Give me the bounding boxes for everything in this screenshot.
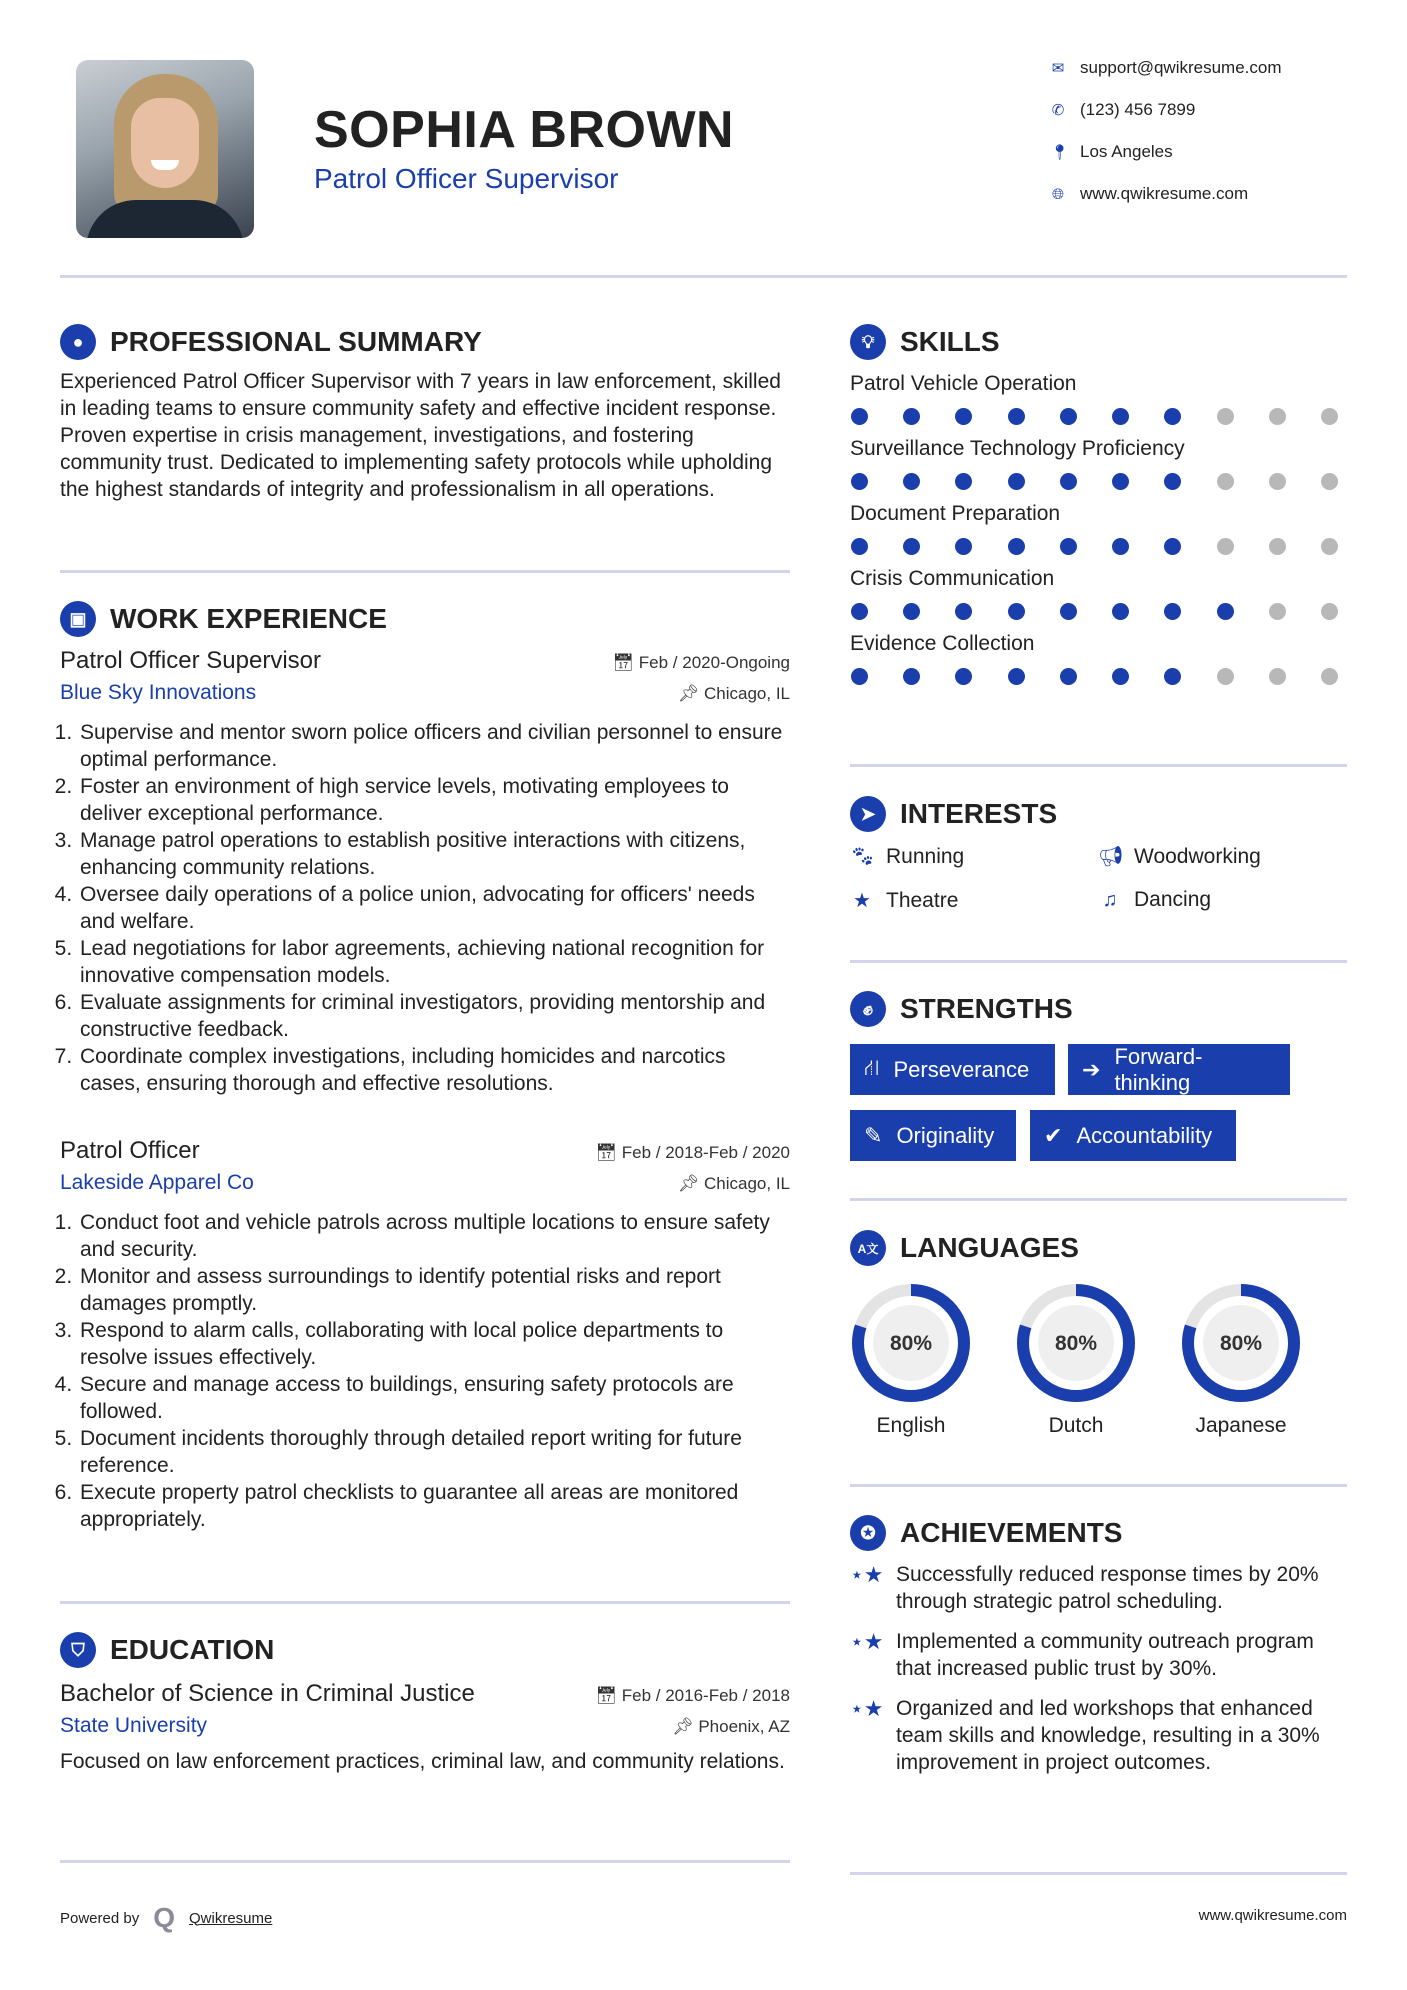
job-company: Blue Sky Innovations	[60, 681, 257, 704]
skill-rating	[850, 603, 1338, 620]
rating-dot	[1060, 473, 1077, 490]
globe-icon: 🌐︎	[1051, 185, 1064, 203]
achievement-item: ⋆★ Organized and led workshops that enhanced team skills and knowledge, resulting in a 30% improvement in project outcomes.	[850, 1696, 1320, 1774]
divider	[850, 1484, 1347, 1487]
pin-icon: 📌︎	[677, 1174, 700, 1193]
bullet-item: 7. Coordinate complex investigations, including homicides and narcotics cases, ensuring thorough and effective resolutions.	[78, 1043, 790, 1097]
section-heading: ACHIEVEMENTS	[900, 1517, 1123, 1548]
language-ring	[850, 1282, 972, 1404]
skill-rating	[850, 668, 1338, 685]
job-entry	[60, 647, 790, 1097]
rating-dot	[1112, 473, 1129, 490]
job-bullets	[60, 1209, 790, 1533]
contact-email[interactable]: ✉ support@qwikresume.com	[1051, 58, 1282, 77]
language-item	[1180, 1282, 1302, 1438]
language-name: Japanese	[1195, 1414, 1287, 1437]
strength-tag: ⛙ Perseverance	[850, 1044, 1055, 1095]
education-dates: 📅︎ Feb / 2016-Feb / 2018	[595, 1686, 790, 1705]
rating-dot	[851, 473, 868, 490]
skill-name: Surveillance Technology Proficiency	[850, 437, 1185, 460]
envelope-icon: ✉	[1051, 60, 1065, 77]
pin-icon: 📌︎	[677, 684, 700, 703]
rating-dot	[851, 538, 868, 555]
calendar-icon: 📅︎	[612, 653, 635, 672]
phone-icon: ✆	[1051, 102, 1065, 119]
rating-dot	[1164, 538, 1181, 555]
candidate-title: Patrol Officer Supervisor	[314, 163, 619, 194]
skill-name: Document Preparation	[850, 502, 1061, 525]
rating-dot	[903, 538, 920, 555]
bullet-item: 1. Supervise and mentor sworn police officers and civilian personnel to ensure optimal performance.	[78, 719, 790, 773]
divider	[850, 1872, 1347, 1875]
contact-location: 📍︎ Los Angeles	[1050, 142, 1173, 161]
rating-dot	[1217, 603, 1234, 620]
divider	[850, 960, 1347, 963]
strength-tag: ✔ Accountability	[1030, 1110, 1236, 1161]
rating-dot	[955, 408, 972, 425]
rating-dot	[1060, 538, 1077, 555]
bullet-item: 3. Manage patrol operations to establish positive interactions with citizens, enhancing community relations.	[78, 827, 790, 881]
achievement-item: ⋆★ Implemented a community outreach program that increased public trust by 30%.	[850, 1629, 1314, 1680]
rating-dot	[1217, 473, 1234, 490]
header-divider	[60, 275, 1347, 278]
strengths-section	[850, 991, 1347, 1171]
rating-dot	[1217, 538, 1234, 555]
language-percent: 80%	[889, 1332, 933, 1355]
star-badge-icon: ⋆★	[850, 1696, 884, 1721]
arrow-right-icon: ➔	[1082, 1056, 1101, 1082]
divider	[60, 1601, 790, 1604]
rating-dot	[1269, 408, 1286, 425]
divider	[850, 1198, 1347, 1201]
language-percent: 80%	[1054, 1332, 1098, 1355]
check-circle-icon: ✔	[1044, 1122, 1063, 1148]
experience-section	[60, 601, 790, 1533]
rating-dot	[955, 473, 972, 490]
strength-tag: ✎ Originality	[850, 1110, 1016, 1161]
rating-dot	[1321, 408, 1338, 425]
section-heading: INTERESTS	[900, 798, 1058, 829]
job-role: Patrol Officer Supervisor	[60, 647, 321, 674]
contact-phone[interactable]: ✆ (123) 456 7899	[1051, 100, 1196, 119]
section-heading: STRENGTHS	[900, 993, 1073, 1024]
job-dates: 📅︎ Feb / 2020-Ongoing	[612, 653, 790, 672]
rating-dot	[1321, 603, 1338, 620]
education-section	[60, 1632, 790, 1775]
rating-dot	[1060, 668, 1077, 685]
rating-dot	[1321, 473, 1338, 490]
divider	[60, 570, 790, 573]
strength-tag: ➔ Forward-thinking	[1068, 1044, 1290, 1095]
school: State University	[60, 1714, 208, 1737]
bullet-item: 2. Monitor and assess surroundings to identify potential risks and report damages promptly.	[78, 1263, 790, 1317]
rating-dot	[1112, 538, 1129, 555]
skill-item	[850, 372, 1347, 425]
profile-photo	[76, 60, 254, 238]
bullet-item: 5. Lead negotiations for labor agreements, achieving national recognition for innovative compensation models.	[78, 935, 790, 989]
skill-item	[850, 632, 1347, 685]
bullet-item: 2. Foster an environment of high service levels, motivating employees to deliver exceptional performance.	[78, 773, 790, 827]
pencil-icon: ✎	[864, 1122, 883, 1148]
qwikresume-logo-icon: Q	[153, 1902, 175, 1933]
bullet-item: 4. Secure and manage access to buildings, ensuring safety protocols are followed.	[78, 1371, 790, 1425]
footer-website[interactable]: www.qwikresume.com	[1198, 1907, 1347, 1924]
language-name: Dutch	[1048, 1414, 1104, 1437]
rating-dot	[1269, 538, 1286, 555]
rating-dot	[1060, 603, 1077, 620]
fist-icon: ✊︎	[850, 991, 886, 1027]
language-ring	[1180, 1282, 1302, 1404]
bullet-item: 5. Document incidents thoroughly through detailed report writing for future reference.	[78, 1425, 790, 1479]
rating-dot	[1008, 473, 1025, 490]
rating-dot	[1008, 408, 1025, 425]
briefcase-icon: ▣	[60, 601, 96, 637]
graduation-icon: ⛉	[60, 1632, 96, 1668]
skill-item	[850, 437, 1347, 490]
skill-rating	[850, 473, 1338, 490]
rating-dot	[1164, 473, 1181, 490]
rating-dot	[955, 668, 972, 685]
star-badge-icon: ⋆★	[850, 1562, 884, 1587]
music-note-icon: ♫	[1102, 888, 1118, 911]
language-item	[1015, 1282, 1137, 1438]
interests-section	[850, 796, 1347, 926]
powered-by: Powered by Q Qwikresume	[60, 1902, 273, 1933]
translate-icon: A文	[850, 1230, 886, 1266]
lightbulb-icon: 💡︎	[850, 324, 886, 360]
rating-dot	[1269, 668, 1286, 685]
skill-name: Evidence Collection	[850, 632, 1035, 655]
interest-item: 🐾︎ Running	[850, 844, 965, 868]
rating-dot	[903, 408, 920, 425]
bullhorn-icon: 📢︎	[1098, 846, 1124, 868]
skill-rating	[850, 538, 1338, 555]
achievement-item: ⋆★ Successfully reduced response times by 20% through strategic patrol scheduling.	[850, 1562, 1319, 1613]
job-entry	[60, 1137, 790, 1533]
skill-rating	[850, 408, 1338, 425]
rating-dot	[1164, 408, 1181, 425]
rating-dot	[955, 538, 972, 555]
skill-item	[850, 567, 1347, 620]
section-heading: SKILLS	[900, 326, 1000, 357]
rating-dot	[851, 408, 868, 425]
rating-dot	[1008, 538, 1025, 555]
award-icon: ✪	[850, 1515, 886, 1551]
rating-dot	[1008, 668, 1025, 685]
interest-item: 📢︎ Woodworking	[1098, 844, 1261, 868]
language-ring	[1015, 1282, 1137, 1404]
divider	[60, 1860, 790, 1863]
bullet-item: 1. Conduct foot and vehicle patrols across multiple locations to ensure safety and security.	[78, 1209, 790, 1263]
job-dates: 📅︎ Feb / 2018-Feb / 2020	[595, 1143, 790, 1162]
achievements-section	[850, 1515, 1347, 1789]
job-company: Lakeside Apparel Co	[60, 1171, 254, 1194]
rating-dot	[851, 603, 868, 620]
calendar-icon: 📅︎	[595, 1143, 618, 1162]
language-name: English	[876, 1414, 946, 1437]
paper-plane-icon: ➤	[850, 796, 886, 832]
road-icon: ⛙	[864, 1055, 880, 1080]
job-bullets	[60, 719, 790, 1097]
bullet-item: 6. Execute property patrol checklists to guarantee all areas are monitored appropriately.	[78, 1479, 790, 1533]
rating-dot	[903, 473, 920, 490]
section-heading: PROFESSIONAL SUMMARY	[110, 326, 482, 357]
skill-item	[850, 502, 1347, 555]
job-role: Patrol Officer	[60, 1137, 200, 1164]
section-heading: LANGUAGES	[900, 1232, 1079, 1263]
rating-dot	[1321, 668, 1338, 685]
degree: Bachelor of Science in Criminal Justice	[60, 1680, 475, 1707]
user-icon: ●	[60, 324, 96, 360]
job-location: 📌︎ Chicago, IL	[677, 684, 790, 703]
job-location: 📌︎ Chicago, IL	[677, 1174, 790, 1193]
rating-dot	[1164, 603, 1181, 620]
rating-dot	[1112, 408, 1129, 425]
rating-dot	[903, 668, 920, 685]
skills-section	[850, 324, 1347, 685]
bullet-item: 3. Respond to alarm calls, collaborating with local police departments to resolve issues effectively.	[78, 1317, 790, 1371]
summary-text: Experienced Patrol Officer Supervisor with 7 years in law enforcement, skilled in leading teams to ensure community safety and effective incident response. Proven expertise in crisis management, investigations, and fostering community trust. Dedicated to implementing safety protocols while upholding the highest standards of integrity and professionalism in all operations.	[60, 370, 781, 501]
rating-dot	[1164, 668, 1181, 685]
rating-dot	[1060, 408, 1077, 425]
education-location: 📌︎ Phoenix, AZ	[672, 1717, 790, 1736]
star-icon: ★	[853, 890, 871, 912]
languages-section	[850, 1230, 1347, 1460]
brand-link[interactable]: Qwikresume	[189, 1909, 273, 1927]
rating-dot	[1008, 603, 1025, 620]
rating-dot	[1321, 538, 1338, 555]
paw-icon: 🐾︎	[850, 846, 876, 868]
language-item	[850, 1282, 972, 1438]
rating-dot	[1217, 408, 1234, 425]
language-percent: 80%	[1219, 1332, 1263, 1355]
bullet-item: 6. Evaluate assignments for criminal investigators, providing mentorship and constructive feedback.	[78, 989, 790, 1043]
summary-section	[60, 324, 790, 503]
divider	[850, 764, 1347, 767]
skill-name: Patrol Vehicle Operation	[850, 372, 1077, 395]
star-badge-icon: ⋆★	[850, 1629, 884, 1654]
rating-dot	[1269, 603, 1286, 620]
interest-item: ★ Theatre	[850, 888, 958, 913]
skill-name: Crisis Communication	[850, 567, 1055, 590]
rating-dot	[1217, 668, 1234, 685]
rating-dot	[851, 668, 868, 685]
rating-dot	[955, 603, 972, 620]
location-pin-icon: 📍︎	[1050, 144, 1070, 161]
rating-dot	[1112, 668, 1129, 685]
contact-website[interactable]: 🌐︎ www.qwikresume.com	[1051, 184, 1249, 203]
bullet-item: 4. Oversee daily operations of a police union, advocating for officers' needs and welfare.	[78, 881, 790, 935]
rating-dot	[1269, 473, 1286, 490]
rating-dot	[1112, 603, 1129, 620]
interest-item: ♫ Dancing	[1098, 888, 1211, 912]
education-text: Focused on law enforcement practices, criminal law, and community relations.	[60, 1750, 785, 1773]
rating-dot	[903, 603, 920, 620]
candidate-name: SOPHIA BROWN	[314, 101, 735, 159]
section-heading: WORK EXPERIENCE	[110, 603, 387, 634]
section-heading: EDUCATION	[110, 1634, 275, 1665]
